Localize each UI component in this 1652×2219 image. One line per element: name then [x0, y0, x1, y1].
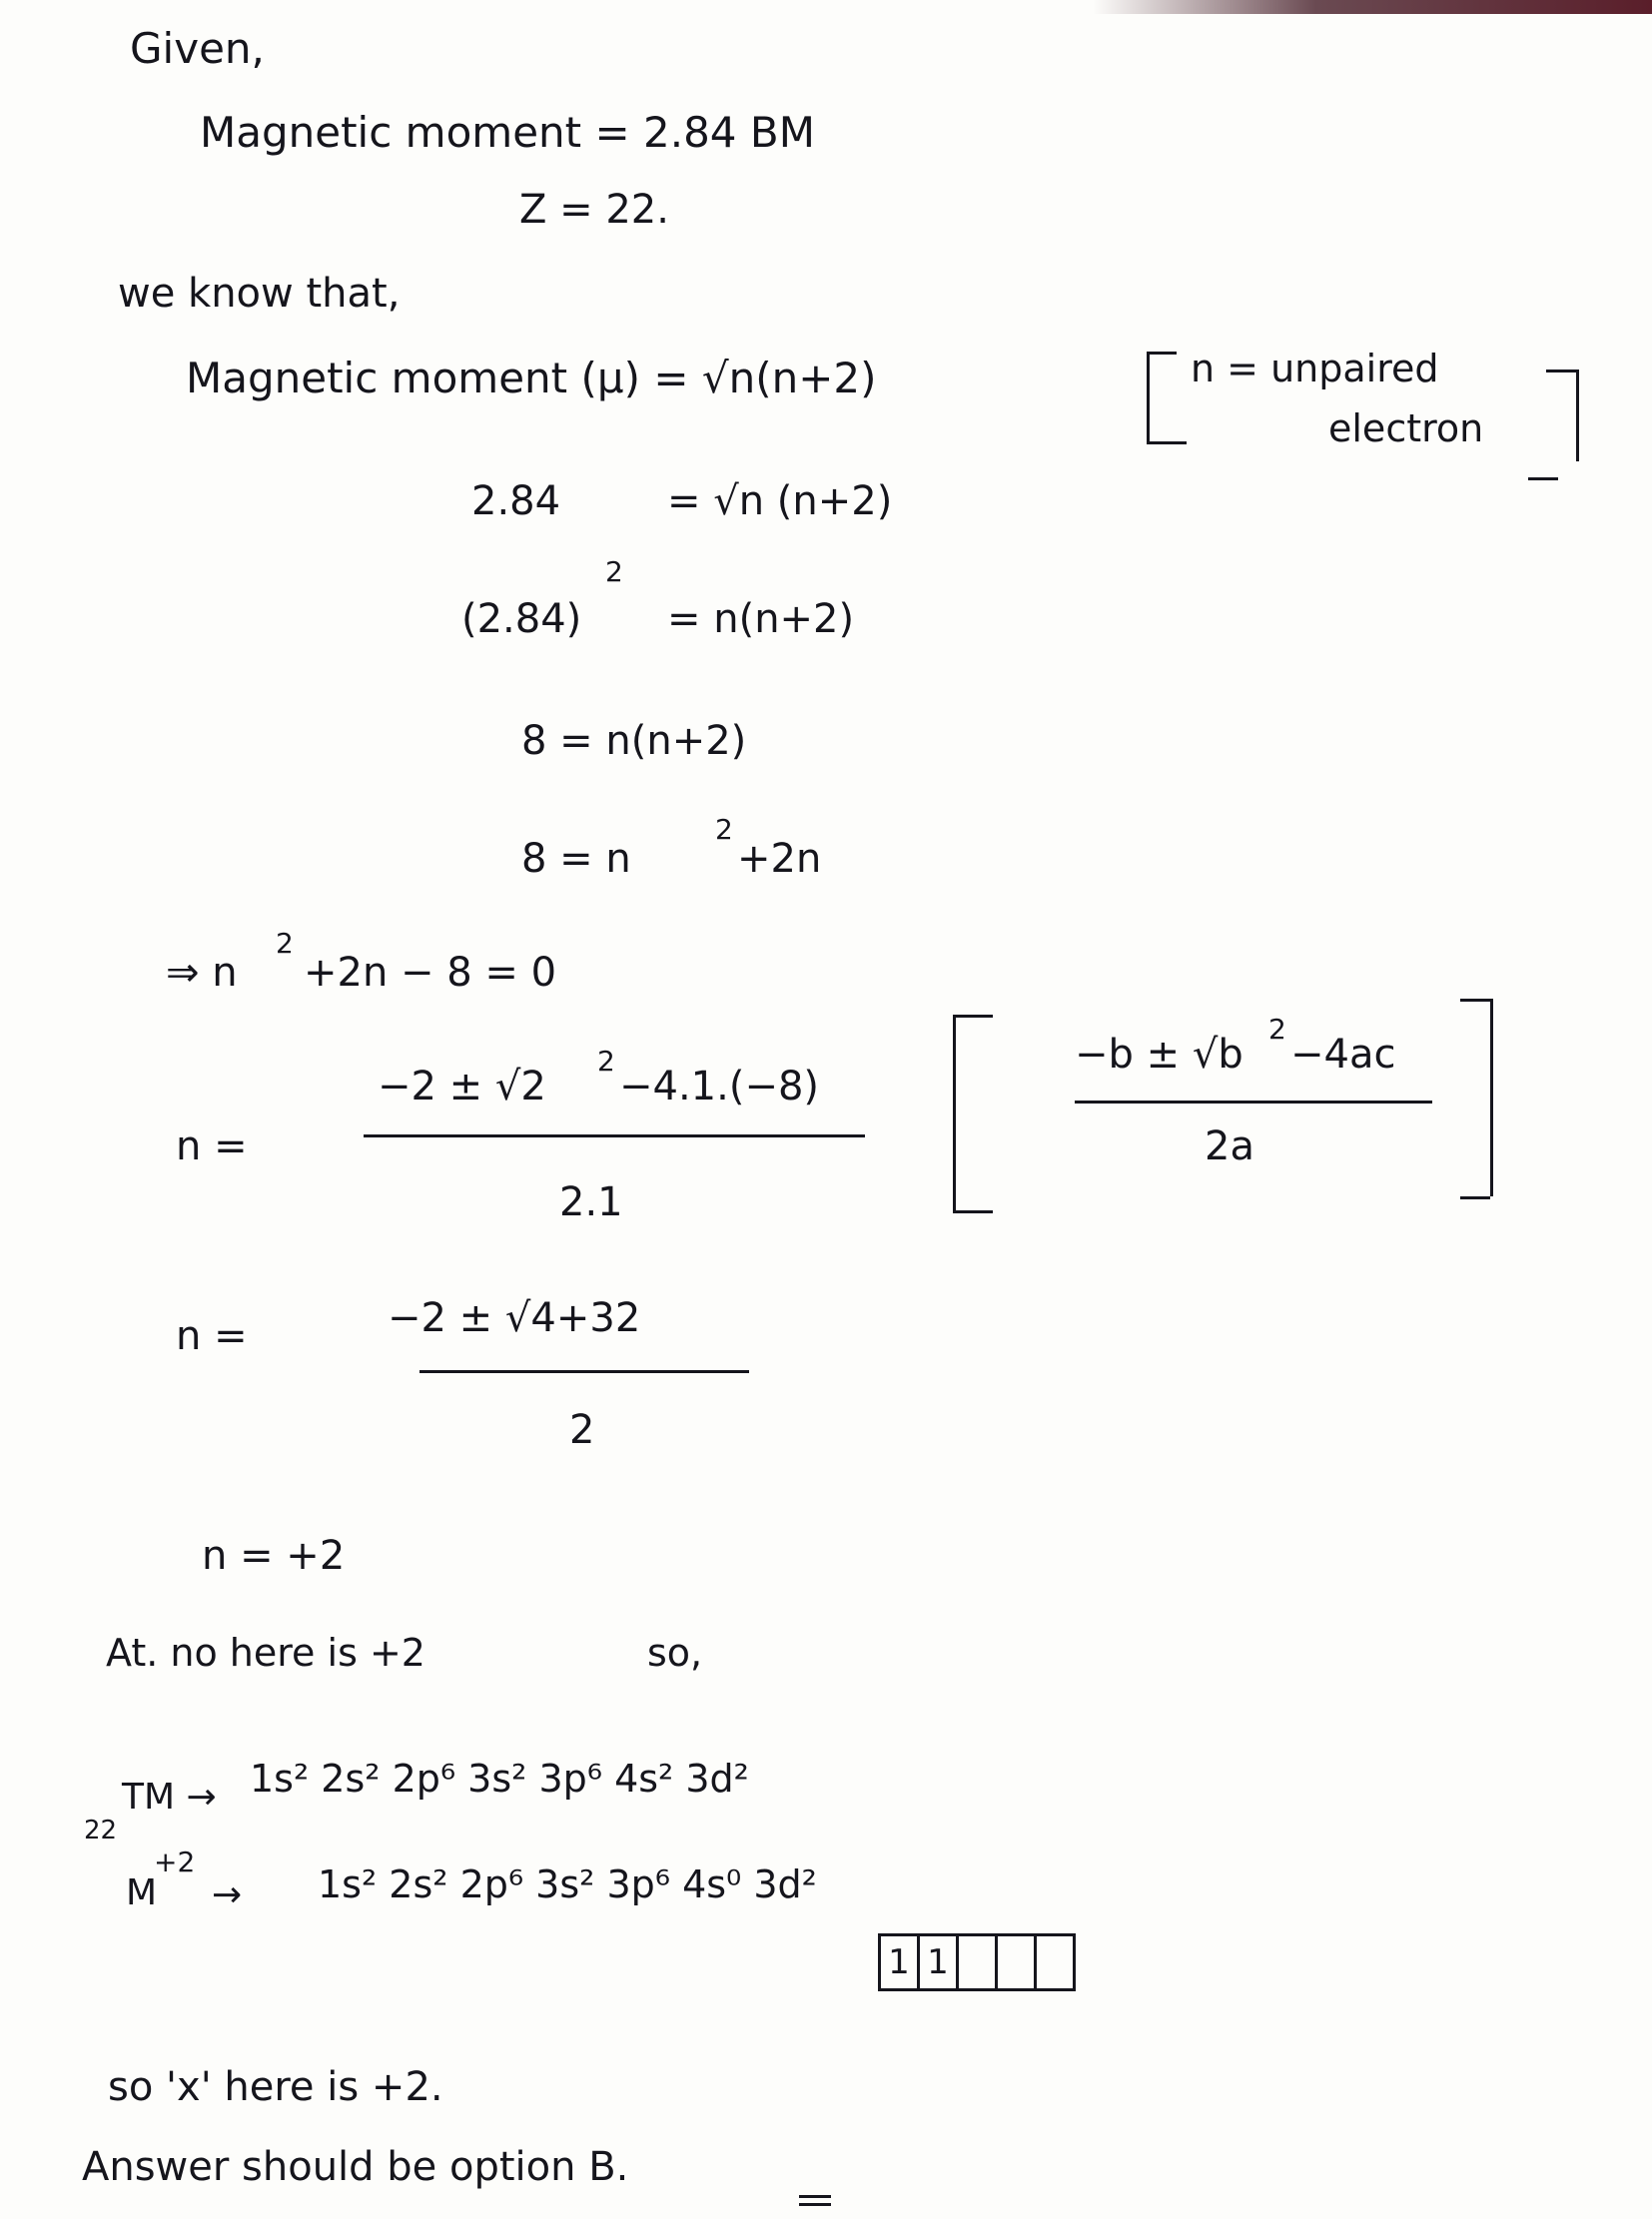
step1-left: 2.84 — [471, 478, 561, 524]
quadratic-n-label: n = — [176, 1123, 248, 1169]
formula-bracket-right-top — [1460, 999, 1490, 1002]
d-orbital-boxes — [881, 1933, 1076, 1991]
we-know-that: we know that, — [118, 271, 401, 317]
result-n: n = +2 — [202, 1533, 346, 1579]
ion-label: M — [126, 1872, 158, 1913]
simplify-numerator: −2 ± √4+32 — [388, 1295, 641, 1341]
quadratic-denominator: 2.1 — [559, 1179, 623, 1225]
magnetic-moment-formula: Magnetic moment (μ) = √n(n+2) — [186, 354, 877, 402]
tm-configuration: 1s² 2s² 2p⁶ 3s² 3p⁶ 4s² 3d² — [250, 1757, 749, 1801]
step2-left: (2.84) — [461, 596, 582, 642]
note-bracket-left-top — [1147, 352, 1177, 355]
formula-bracket-left-top — [953, 1015, 993, 1018]
formula-bracket-left-bottom — [953, 1210, 993, 1213]
step4-right: +2n — [737, 836, 822, 882]
oxidation-state-line: At. no here is +2 — [106, 1631, 425, 1675]
simplify-denominator: 2 — [569, 1407, 595, 1453]
quadratic-numerator-b: −4.1.(−8) — [619, 1064, 820, 1110]
note-bracket-right-top — [1546, 370, 1576, 372]
step4-exponent: 2 — [715, 813, 733, 846]
x-conclusion: so 'x' here is +2. — [108, 2064, 443, 2110]
given-magnetic-moment: Magnetic moment = 2.84 BM — [200, 108, 815, 157]
step5-left: ⇒ n — [166, 950, 238, 996]
formula-numerator-a: −b ± √b — [1075, 1032, 1243, 1078]
page-corner-mark — [1093, 0, 1652, 14]
formula-numerator-exponent: 2 — [1268, 1013, 1286, 1046]
note-bracket-left-bottom — [1147, 441, 1187, 444]
step3: 8 = n(n+2) — [521, 718, 747, 764]
d-orbital-box: 1 — [878, 1933, 920, 1991]
step5-exponent: 2 — [276, 927, 294, 960]
quadratic-numerator-exponent: 2 — [597, 1045, 615, 1078]
d-orbital-box: 1 — [917, 1933, 959, 1991]
note-bracket-right — [1576, 370, 1579, 461]
step2-right: = n(n+2) — [667, 596, 855, 642]
formula-bracket-right-bottom — [1460, 1196, 1490, 1199]
tm-atomic-number: 22 — [84, 1816, 118, 1846]
answer-underline-second — [799, 2203, 831, 2206]
step4-left: 8 = n — [521, 836, 631, 882]
step2-exponent: 2 — [605, 555, 623, 588]
formula-numerator-b: −4ac — [1290, 1032, 1396, 1078]
note-bracket-right-bottom — [1528, 477, 1558, 480]
step1-right: = √n (n+2) — [667, 478, 893, 524]
answer-line: Answer should be option B. — [82, 2144, 629, 2190]
ion-arrow: → — [212, 1874, 243, 1915]
ion-charge: +2 — [154, 1846, 196, 1878]
tm-label: TM → — [122, 1777, 217, 1818]
formula-bracket-left — [953, 1015, 956, 1210]
d-orbital-box — [1034, 1933, 1076, 1991]
step5-right: +2n − 8 = 0 — [304, 950, 557, 996]
simplify-n-label: n = — [176, 1313, 248, 1359]
note-unpaired: n = unpaired — [1191, 347, 1439, 390]
so-label: so, — [647, 1631, 703, 1675]
answer-underline — [799, 2195, 831, 2198]
given-atomic-number: Z = 22. — [519, 187, 669, 233]
simplify-fraction-bar — [419, 1370, 749, 1373]
quadratic-fraction-bar — [364, 1134, 865, 1137]
ion-configuration: 1s² 2s² 2p⁶ 3s² 3p⁶ 4s⁰ 3d² — [318, 1862, 817, 1906]
quadratic-numerator-a: −2 ± √2 — [378, 1064, 546, 1110]
formula-denominator: 2a — [1205, 1123, 1254, 1169]
given-heading: Given, — [130, 24, 265, 73]
formula-bracket-right — [1490, 999, 1493, 1196]
d-orbital-box — [995, 1933, 1037, 1991]
note-bracket-left — [1147, 352, 1150, 441]
note-electron: electron — [1328, 406, 1484, 450]
formula-fraction-bar — [1075, 1101, 1432, 1104]
d-orbital-box — [956, 1933, 998, 1991]
